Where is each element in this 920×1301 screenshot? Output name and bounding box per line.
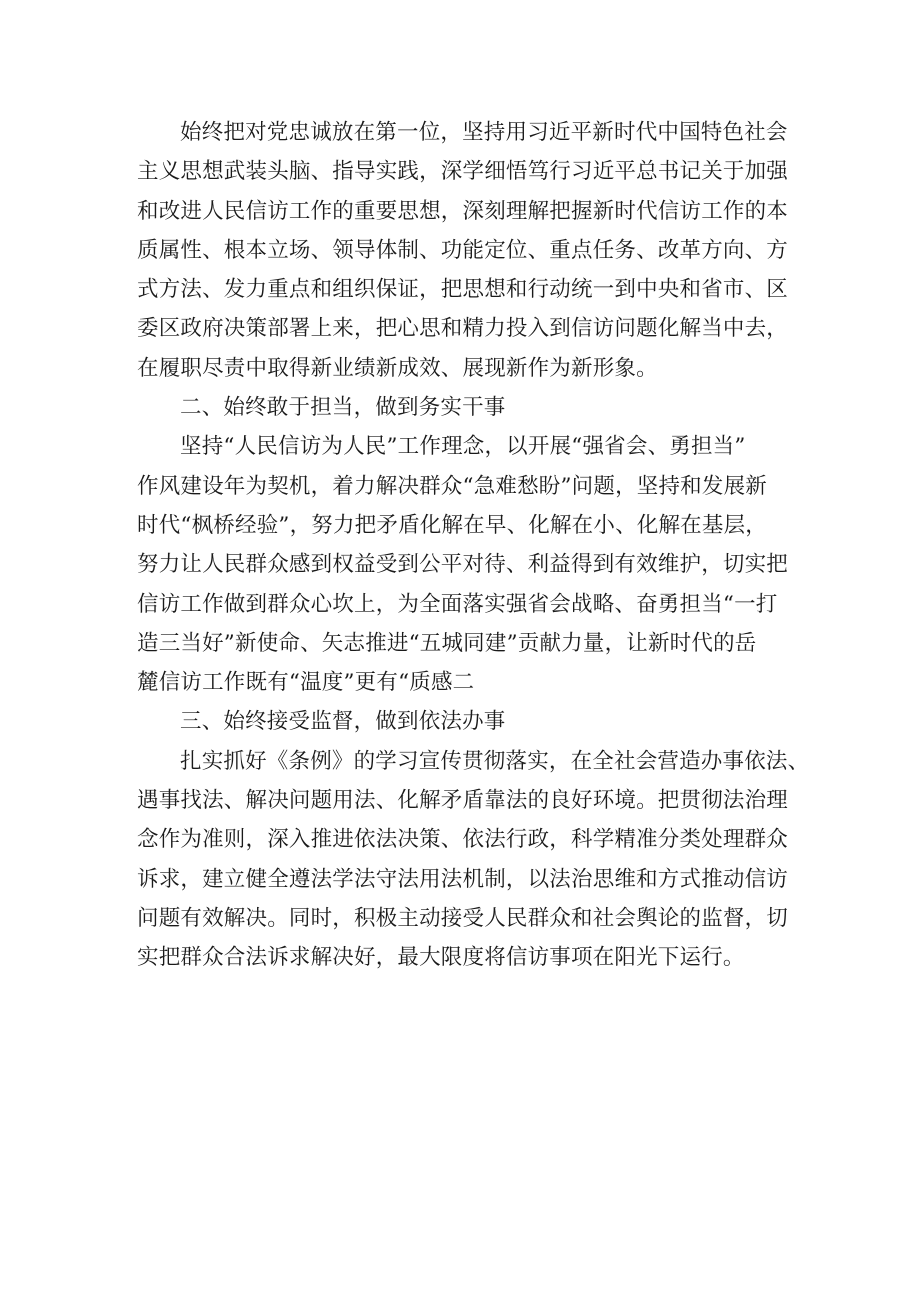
paragraph-line: 扎实抓好《条例》的学习宣传贯彻落实，在全社会营造办事依法、	[180, 748, 810, 774]
paragraph-line: 遇事找法、解决问题用法、化解矛盾靠法的良好环境。把贯彻法治理	[137, 788, 789, 814]
paragraph-line: 实把群众合法诉求解决好，最大限度将信访事项在阳光下运行。	[137, 945, 745, 971]
paragraph-line: 作风建设年为契机，着力解决群众“急难愁盼”问题，坚持和发展新	[137, 473, 767, 499]
paragraph-3	[137, 742, 810, 978]
paragraph-line: 和改进人民信访工作的重要思想，深刻理解把握新时代信访工作的本	[137, 198, 789, 224]
paragraph-line: 式方法、发力重点和组织保证，把思想和行动统一到中央和省市、区	[137, 277, 789, 303]
paragraph-1	[137, 113, 805, 388]
document-body	[137, 113, 810, 978]
paragraph-line: 质属性、根本立场、领导体制、功能定位、重点任务、改革方向、方	[137, 237, 789, 263]
paragraph-line: 麓信访工作既有“温度”更有“质感二	[137, 670, 475, 696]
paragraph-2	[137, 427, 805, 702]
paragraph-line: 在履职尽责中取得新业绩新成效、展现新作为新形象。	[137, 355, 658, 381]
paragraph-line: 主义思想武装头脑、指导实践，深学细悟笃行习近平总书记关于加强	[137, 159, 789, 185]
paragraph-line: 坚持“人民信访为人民”工作理念，以开展“强省会、勇担当”	[180, 434, 746, 460]
section-heading-3: 三、始终接受监督，做到依法办事	[180, 709, 506, 735]
paragraph-line: 念作为准则，深入推进依法决策、依法行政，科学精准分类处理群众	[137, 827, 789, 853]
paragraph-line: 信访工作做到群众心坎上，为全面落实强省会战略、奋勇担当“一打	[137, 591, 778, 617]
paragraph-line: 造三当好”新使命、矢志推进“五城同建”贡献力量，让新时代的岳	[137, 630, 757, 656]
paragraph-line: 诉求，建立健全遵法学法守法用法机制，以法治思维和方式推动信访	[137, 866, 789, 892]
paragraph-line: 努力让人民群众感到权益受到公平对待、利益得到有效维护，切实把	[137, 552, 789, 578]
paragraph-line: 时代“枫桥经验”，努力把矛盾化解在早、化解在小、化解在基层，	[137, 512, 767, 538]
section-heading-2: 二、始终敢于担当，做到务实干事	[180, 395, 506, 421]
paragraph-line: 始终把对党忠诚放在第一位，坚持用习近平新时代中国特色社会	[180, 120, 788, 145]
paragraph-line: 问题有效解决。同时，积极主动接受人民群众和社会舆论的监督，切	[137, 905, 789, 931]
paragraph-line: 委区政府决策部署上来，把心思和精力投入到信访问题化解当中去，	[137, 316, 789, 342]
